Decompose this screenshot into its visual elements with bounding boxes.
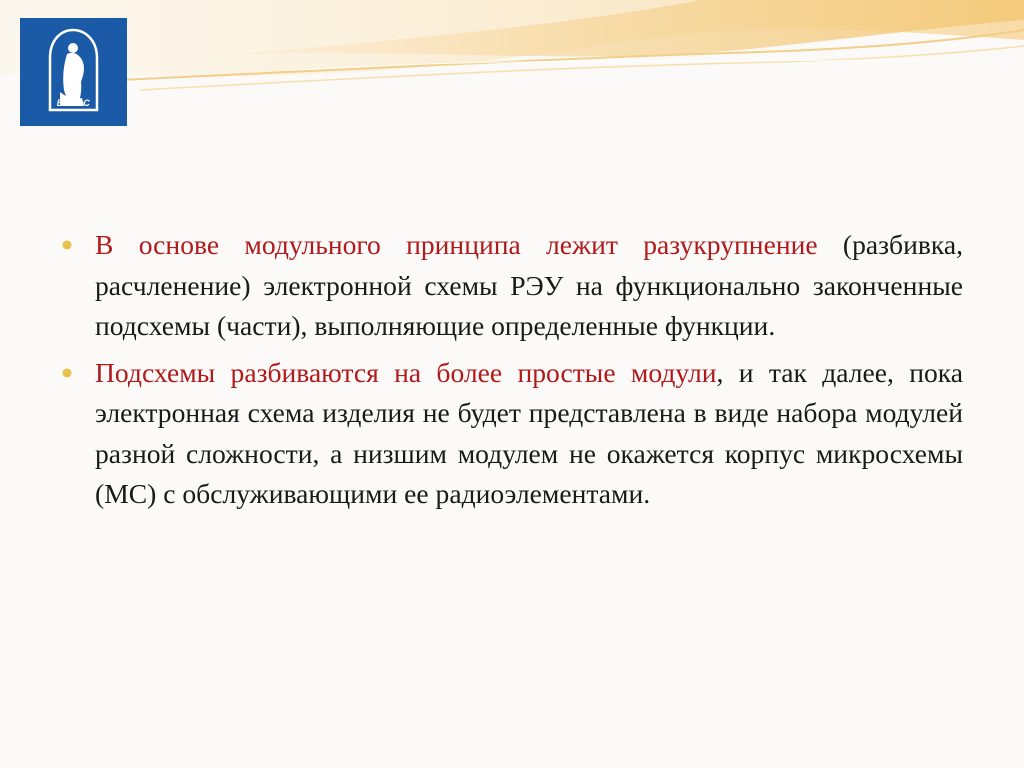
bullet-dot-icon [60,366,74,380]
bullet-highlight: В основе модульного принципа лежит разукрупнение [95,229,818,260]
statue-emblem-icon [20,18,127,126]
decorative-waves [0,0,1024,130]
bullet-highlight: Подсхемы разбиваются на более простые модули [95,356,717,388]
list-item [60,353,963,515]
university-logo [20,18,127,126]
bullet-list [60,225,963,521]
bullet-dot-icon [60,238,74,252]
bullet-text: , и так далее, пока электронная схема изделия не будет представлена в виде набора модулей разной сложности, а низшим модулем не окажется корпус микросхемы (МС) с обслуживающими ее радиоэлементами. [95,356,964,509]
list-item [60,225,963,347]
bullet-text: (разбивка, расчленение) электронной схемы РЭУ на функционально законченные подсхемы (части), выполняющие определенные функции. [95,229,963,341]
logo-caption: ВГУЭС [56,98,91,108]
